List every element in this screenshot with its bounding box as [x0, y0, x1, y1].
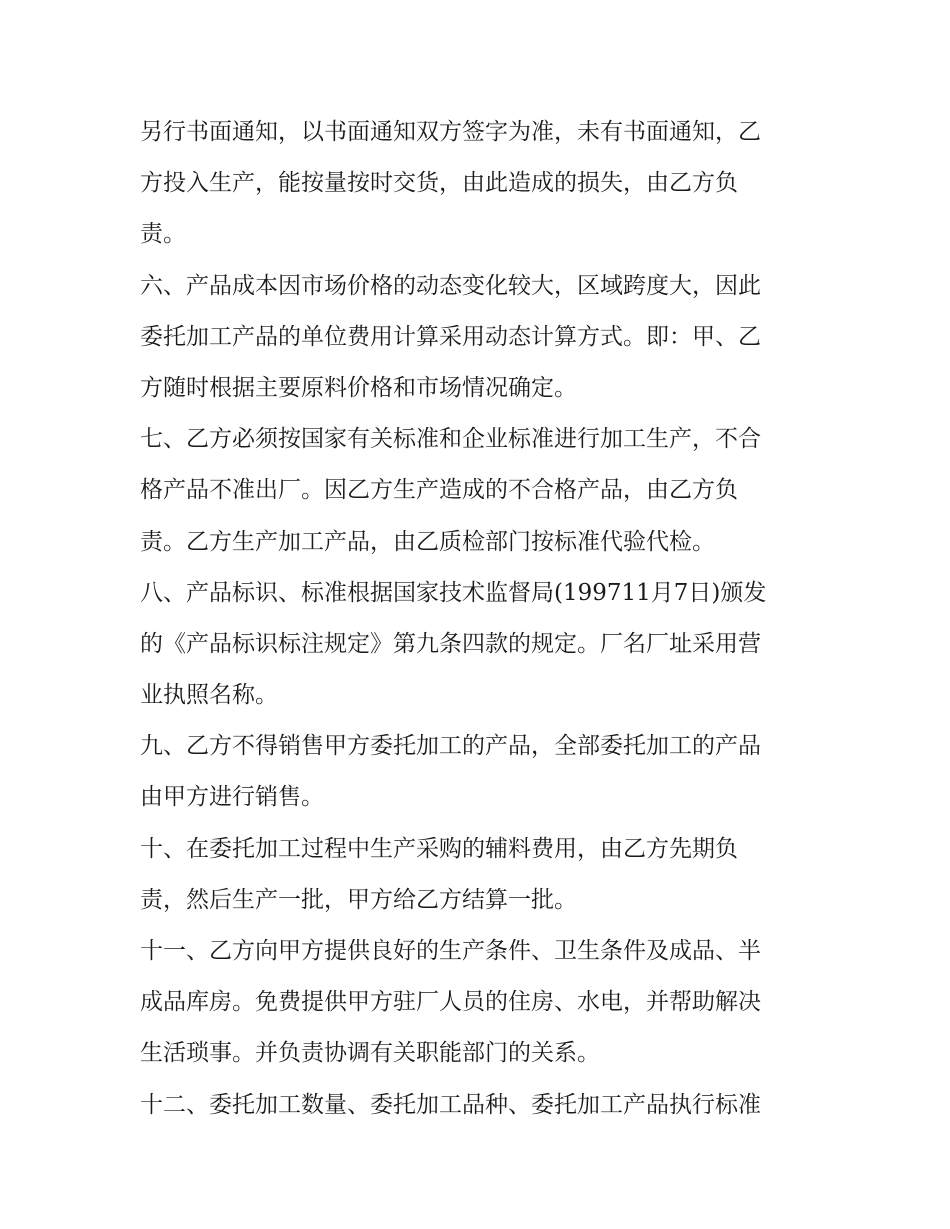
- clause-7: [140, 414, 820, 568]
- text-line: 的《产品标识标注规定》第九条四款的规定。厂名厂址采用营: [140, 630, 761, 657]
- clause-12: [140, 1080, 820, 1131]
- text-line: 成品库房。免费提供甲方驻厂人员的住房、水电，并帮助解决: [140, 989, 761, 1016]
- text-line: 由甲方进行销售。: [140, 784, 324, 811]
- text-line: 委托加工产品的单位费用计算采用动态计算方式。即：甲、乙: [140, 323, 761, 350]
- clause-10: [140, 824, 820, 926]
- clause-8: [140, 568, 820, 722]
- text-line: 十二、委托加工数量、委托加工品种、委托加工产品执行标准: [140, 1091, 761, 1118]
- clause-9: [140, 721, 820, 823]
- text-line: 九、乙方不得销售甲方委托加工的产品，全部委托加工的产品: [140, 733, 761, 760]
- text-line: 责，然后生产一批，甲方给乙方结算一批。: [140, 886, 577, 913]
- text-line: 另行书面通知，以书面通知双方签字为准，未有书面通知，乙: [140, 119, 761, 145]
- text-line: 六、产品成本因市场价格的动态变化较大，区域跨度大，因此: [140, 272, 761, 299]
- text-line: 方随时根据主要原料价格和市场情况确定。: [140, 374, 577, 401]
- text-line: 业执照名称。: [140, 682, 278, 709]
- text-line: 方投入生产，能按量按时交货，由此造成的损失，由乙方负: [140, 170, 738, 197]
- text-line: 责。: [140, 221, 186, 248]
- clause-11: [140, 926, 820, 1080]
- document-page: [140, 107, 820, 1131]
- text-line: 十一、乙方向甲方提供良好的生产条件、卫生条件及成品、半: [140, 938, 761, 964]
- paragraph-continuation: [140, 107, 820, 261]
- text-line: 格产品不准出厂。因乙方生产造成的不合格产品，由乙方负: [140, 477, 738, 504]
- text-line: 八、产品标识、标准根据国家技术监督局(199711月7日)颁发: [140, 579, 767, 606]
- text-line: 责。乙方生产加工产品，由乙质检部门按标准代验代检。: [140, 528, 715, 555]
- text-line: 十、在委托加工过程中生产采购的辅料费用，由乙方先期负: [140, 835, 738, 862]
- text-line: 生活琐事。并负责协调有关职能部门的关系。: [140, 1040, 600, 1067]
- clause-6: [140, 261, 820, 415]
- text-line: 七、乙方必须按国家有关标准和企业标准进行加工生产，不合: [140, 426, 761, 453]
